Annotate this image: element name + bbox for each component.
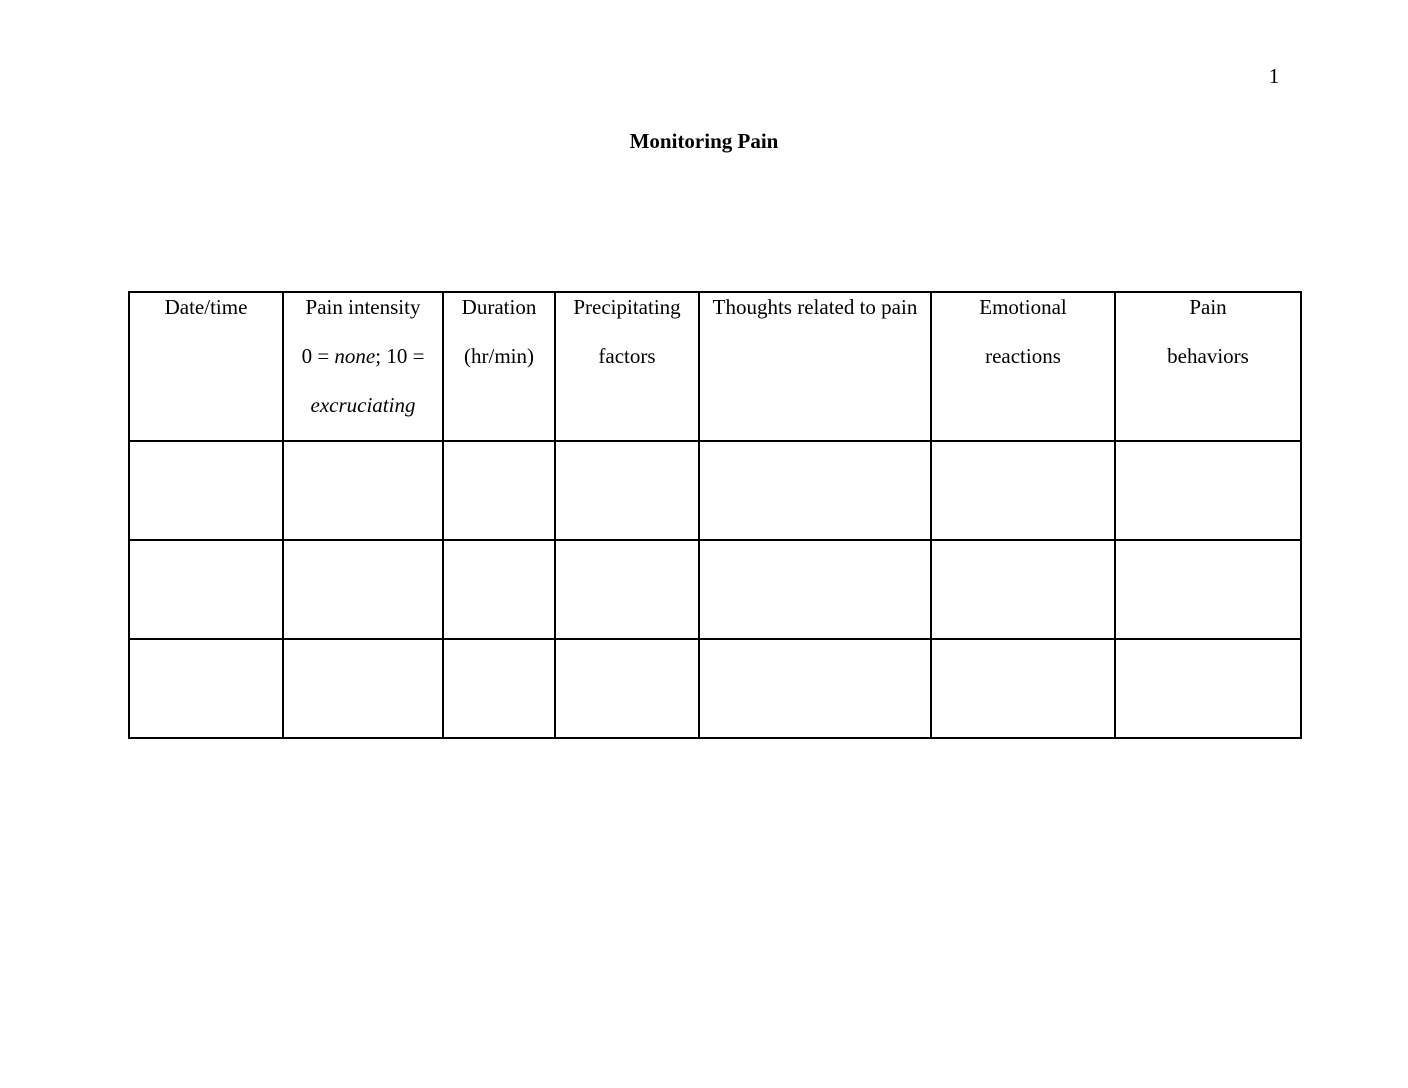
header-line: behaviors [1167,344,1249,368]
header-date-time [129,292,283,441]
table-cell[interactable] [699,639,931,738]
header-thoughts [699,292,931,441]
table-cell[interactable] [129,540,283,639]
header-line: reactions [985,344,1061,368]
table-cell[interactable] [283,639,443,738]
table-cell[interactable] [283,441,443,540]
table-cell[interactable] [443,540,555,639]
table-cell[interactable] [443,639,555,738]
header-scale-max [284,391,442,440]
header-scale-line [284,342,442,391]
scale-mid: ; 10 = [375,344,425,368]
header-line: Duration [461,295,537,319]
page-number: 1 [1268,64,1280,88]
header-line: Pain intensity [305,295,421,319]
table-cell[interactable] [555,540,699,639]
table-cell[interactable] [555,639,699,738]
table-cell[interactable] [1115,639,1301,738]
table-cell[interactable] [129,441,283,540]
header-line: (hr/min) [464,344,534,368]
header-line: factors [598,344,656,368]
table-cell[interactable] [1115,540,1301,639]
scale-prefix: 0 = [301,344,335,368]
table-row [129,441,1301,540]
header-line: Precipitating [573,295,681,319]
scale-none: none [334,344,376,368]
header-emotional-reactions [931,292,1115,441]
table-cell[interactable] [555,441,699,540]
header-precipitating-factors [555,292,699,441]
table-cell[interactable] [931,441,1115,540]
table-cell[interactable] [443,441,555,540]
header-duration [443,292,555,441]
table-row [129,639,1301,738]
header-line: Thoughts related to pain [712,295,918,319]
header-line: Pain [1189,295,1227,319]
table-cell[interactable] [699,441,931,540]
table-cell[interactable] [931,639,1115,738]
table-row [129,540,1301,639]
header-pain-intensity [283,292,443,441]
table-header-row [129,292,1301,441]
header-line: Emotional [979,295,1067,319]
table-cell[interactable] [1115,441,1301,540]
scale-excruciating: excruciating [310,393,416,417]
header-line: Date/time [164,295,248,319]
table-cell[interactable] [129,639,283,738]
page-title: Monitoring Pain [629,129,779,153]
header-pain-behaviors [1115,292,1301,441]
pain-monitoring-table [128,291,1302,739]
table-cell[interactable] [699,540,931,639]
table-cell[interactable] [931,540,1115,639]
table-cell[interactable] [283,540,443,639]
